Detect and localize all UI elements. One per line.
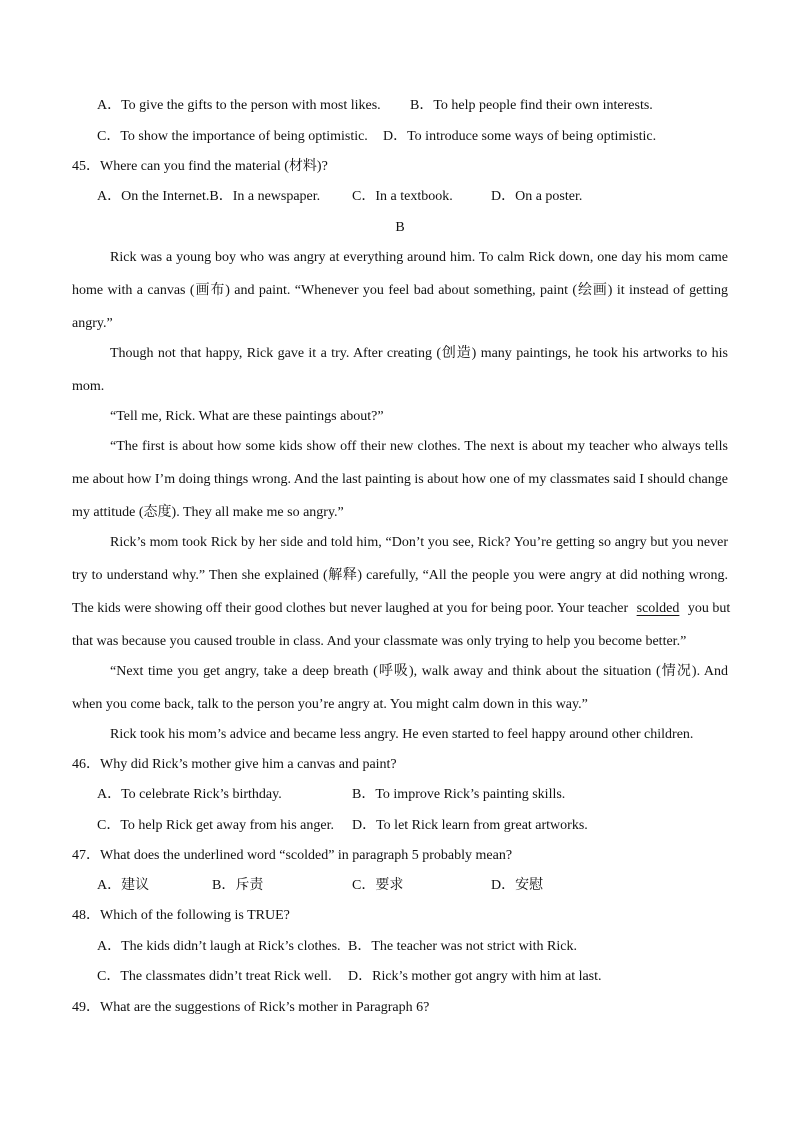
q47-option-d: D．安慰 — [491, 878, 544, 893]
q48-option-a: A．The kids didn’t laugh at Rick’s clothes. — [97, 939, 341, 954]
q45-option-d: D．On a poster. — [491, 189, 583, 204]
section-label: B — [395, 220, 405, 235]
passage-line: me about how I’m doing things wrong. And the last painting is about how one of my classmates said I should change — [72, 472, 728, 487]
passage-text: The kids were showing off their good clothes but never laughed at you for being poor. Your teacher — [72, 601, 629, 616]
passage-line: when you come back, talk to the person you’re angry at. You might calm down in this way.” — [72, 697, 588, 712]
q46-stem: 46．Why did Rick’s mother give him a canvas and paint? — [72, 757, 397, 772]
q47-option-b: B．斥责 — [212, 878, 264, 893]
passage-line: angry.” — [72, 316, 113, 331]
q46-option-b: B．To improve Rick’s painting skills. — [352, 787, 566, 802]
q44-option-a: A．To give the gifts to the person with most likes. — [97, 98, 381, 113]
passage-line: Rick’s mom took Rick by her side and told him, “Don’t you see, Rick? You’re getting so angry but you never — [110, 535, 728, 550]
passage-line: Though not that happy, Rick gave it a try. After creating (创造) many paintings, he took his artworks to his — [110, 346, 728, 361]
q48-option-b: B．The teacher was not strict with Rick. — [348, 939, 577, 954]
q47-option-a: A．建议 — [97, 878, 150, 893]
passage-line: Rick took his mom’s advice and became less angry. He even started to feel happy around other children. — [110, 727, 694, 742]
passage-text: you but — [687, 601, 731, 616]
q46-option-a: A．To celebrate Rick’s birthday. — [97, 787, 282, 802]
q46-option-d: D．To let Rick learn from great artworks. — [352, 818, 588, 833]
passage-line: try to understand why.” Then she explained (解释) carefully, “All the people you were angry at did nothing wrong. — [72, 568, 728, 583]
q44-option-d: D．To introduce some ways of being optimistic. — [383, 129, 657, 144]
q48-stem: 48．Which of the following is TRUE? — [72, 908, 290, 923]
passage-line: Rick was a young boy who was angry at everything around him. To calm Rick down, one day his mom came — [110, 250, 728, 265]
underlined-word: scolded — [636, 601, 680, 616]
q46-option-c: C．To help Rick get away from his anger. — [97, 818, 334, 833]
q45-stem: 45．Where can you find the material (材料)? — [72, 159, 328, 174]
q47-stem: 47．What does the underlined word “scolded” in paragraph 5 probably mean? — [72, 848, 513, 863]
q45-option-c: C．In a textbook. — [352, 189, 453, 204]
passage-line: home with a canvas (画布) and paint. “Whenever you feel bad about something, paint (绘画) it instead of getting — [72, 283, 728, 298]
passage-line: “Tell me, Rick. What are these paintings about?” — [110, 409, 384, 424]
q49-stem: 49．What are the suggestions of Rick’s mother in Paragraph 6? — [72, 1000, 430, 1015]
q48-option-d: D．Rick’s mother got angry with him at last. — [348, 969, 602, 984]
q44-option-c: C．To show the importance of being optimistic. — [97, 129, 368, 144]
q44-option-b: B．To help people find their own interests. — [410, 98, 653, 113]
passage-line: mom. — [72, 379, 105, 394]
passage-line: “The first is about how some kids show off their new clothes. The next is about my teacher who always tells — [110, 439, 728, 454]
passage-line: that was because you caused trouble in class. And your classmate was only trying to help you become better.” — [72, 634, 687, 649]
q47-option-c: C．要求 — [352, 878, 404, 893]
passage-line: “Next time you get angry, take a deep breath (呼吸), walk away and think about the situation (情况). And — [110, 664, 728, 679]
q48-option-c: C．The classmates didn’t treat Rick well. — [97, 969, 332, 984]
passage-line — [72, 600, 730, 618]
passage-line: my attitude (态度). They all make me so angry.” — [72, 505, 344, 520]
q45-option-ab: A．On the Internet.B．In a newspaper. — [97, 189, 321, 204]
